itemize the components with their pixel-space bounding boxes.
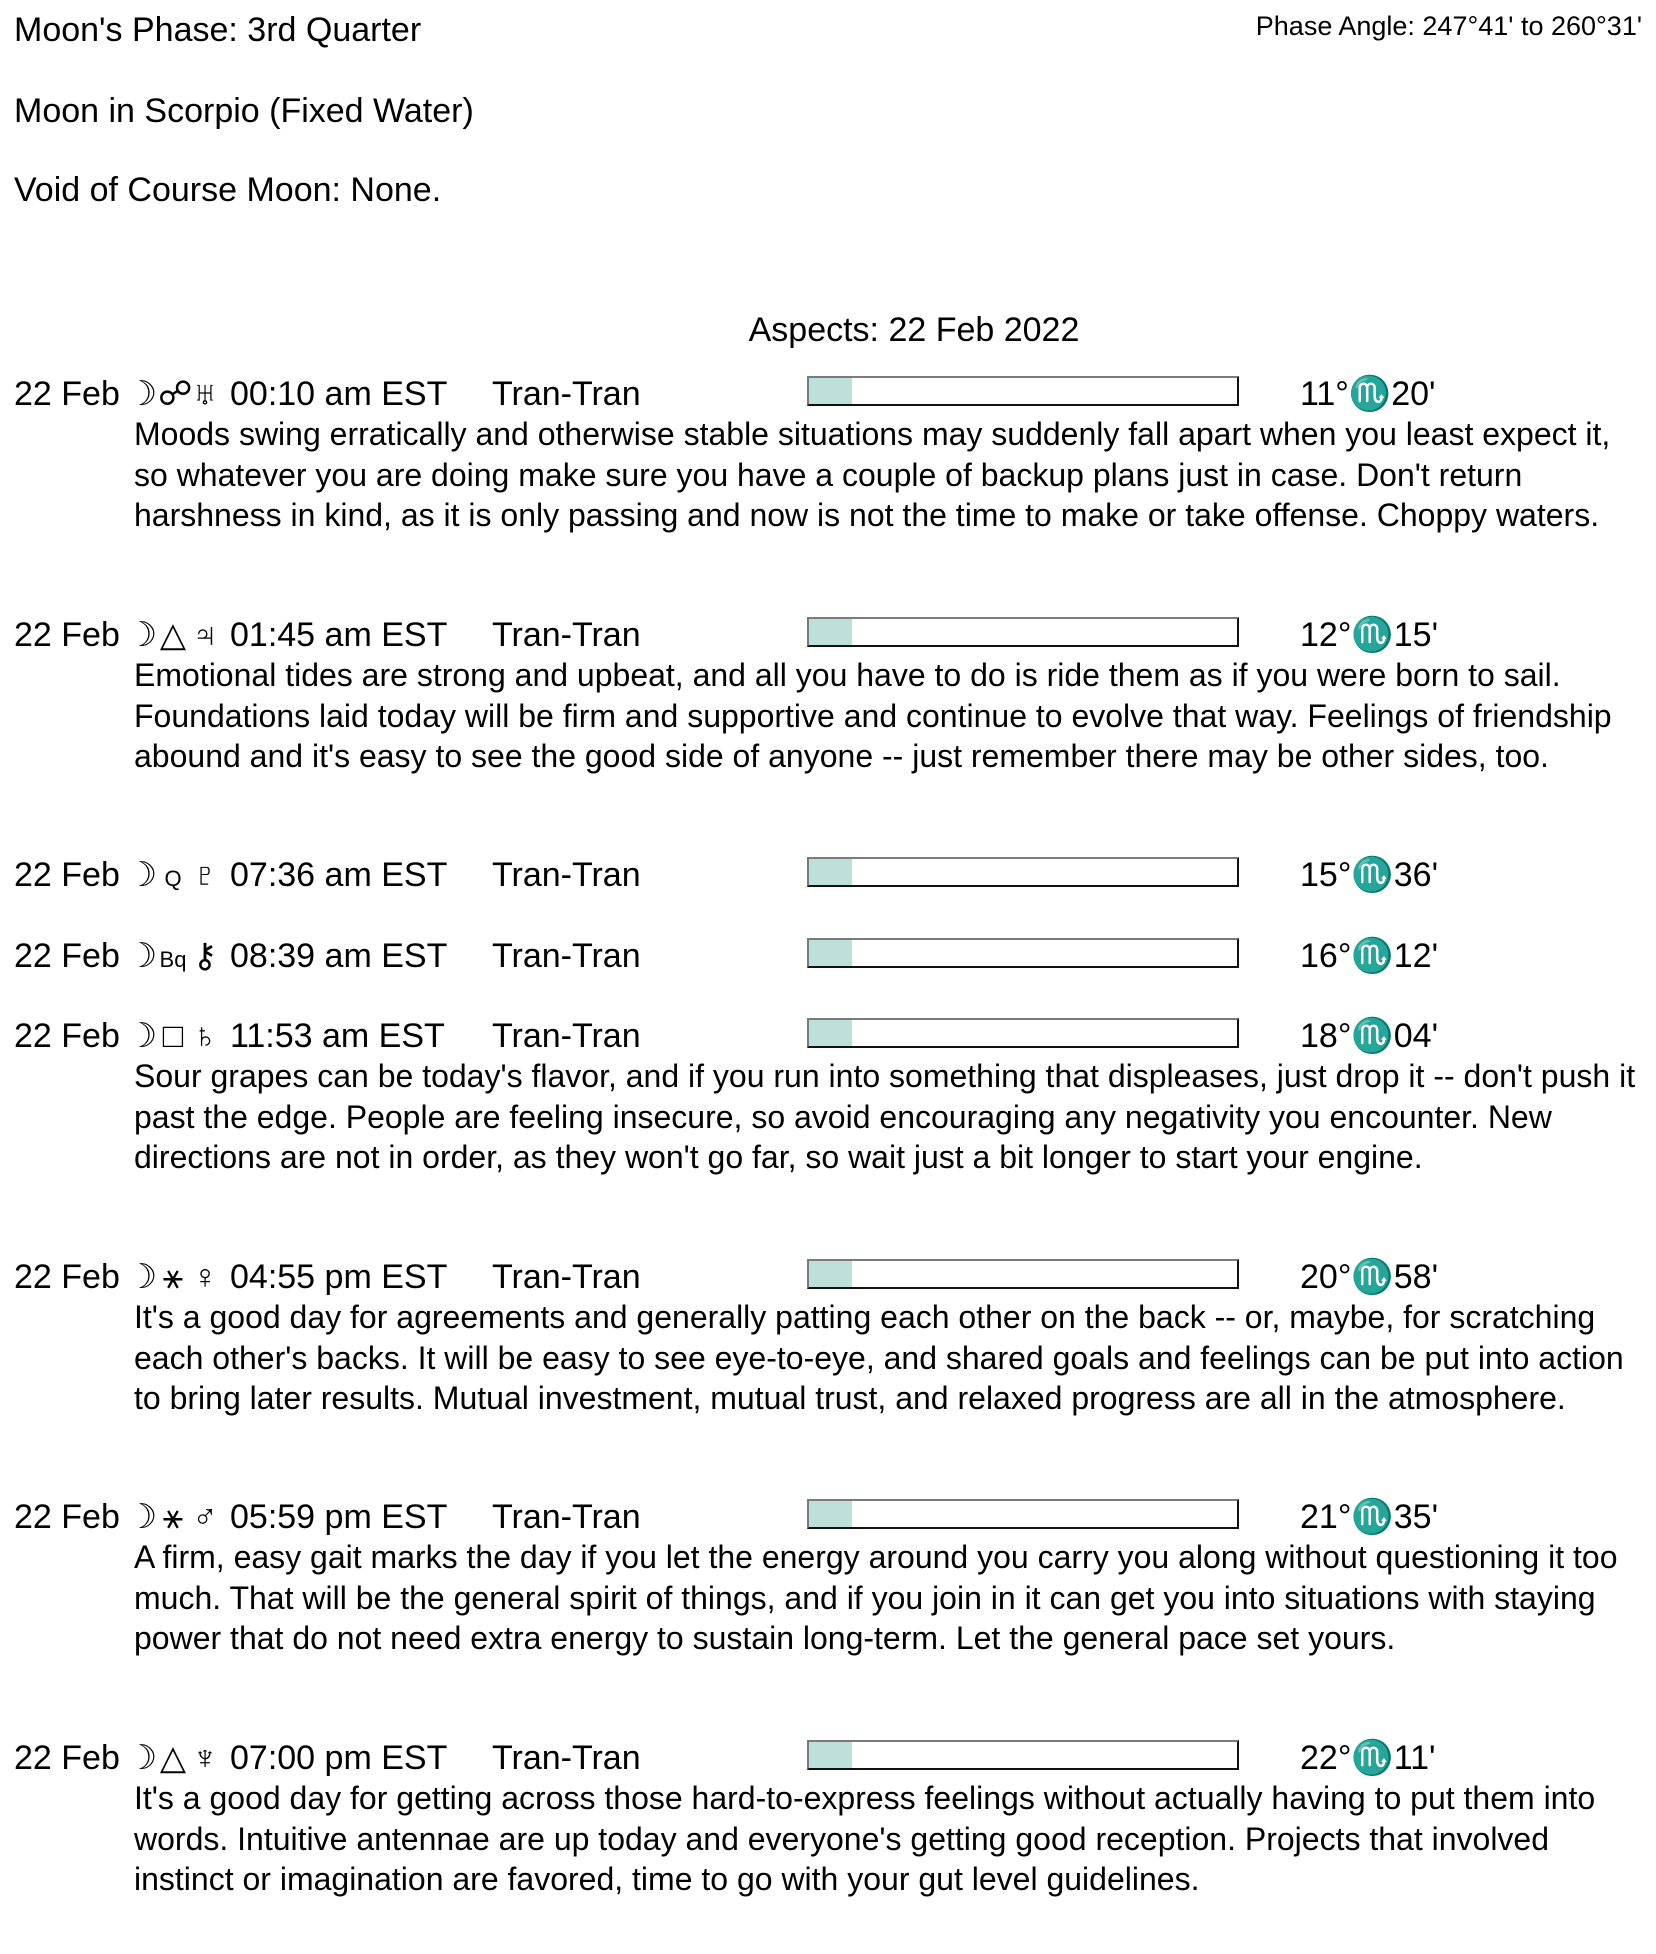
aspect-type: Tran-Tran xyxy=(492,616,641,654)
aspect-description: It's a good day for agreements and generally patting each other on the back -- or, maybe, for scratching each other's backs. It will be easy to see eye-to-eye, and shared goals and feelings can be put into action to bring later results. Mutual investment, mutual trust, and relaxed progress are all in the atmosphere. xyxy=(134,1299,1624,1416)
aspect-time: 05:59 pm EST xyxy=(230,1498,448,1536)
aspect-header xyxy=(14,1738,641,1778)
strength-bar xyxy=(807,617,1239,647)
trine-icon: △ xyxy=(159,616,187,654)
aspect-date: 22 Feb xyxy=(14,1498,120,1536)
moon-icon: ☽ xyxy=(126,856,158,894)
aspect-date: 22 Feb xyxy=(14,1017,120,1055)
aspect-header xyxy=(14,1257,641,1297)
aspect-type: Tran-Tran xyxy=(492,1258,641,1296)
moon-icon: ☽ xyxy=(126,375,158,413)
aspect-time: 00:10 am EST xyxy=(230,375,448,413)
strength-bar-fill xyxy=(809,1501,852,1527)
aspect-type: Tran-Tran xyxy=(492,375,641,413)
aspect-description: Sour grapes can be today's flavor, and if you run into something that displeases, just drop it -- don't push it past the edge. People are feeling insecure, so avoid encouraging any negativity you encounter. New directions are not in order, as they won't go far, so wait just a bit longer to start your engine. xyxy=(134,1058,1636,1175)
jupiter-icon: ♃ xyxy=(192,616,218,654)
strength-bar xyxy=(807,857,1239,887)
aspect-header xyxy=(14,1497,641,1537)
aspect-date: 22 Feb xyxy=(14,856,120,894)
trine-icon: △ xyxy=(159,1739,187,1777)
moon-icon: ☽ xyxy=(126,937,158,975)
aspects-title: Aspects: 22 Feb 2022 xyxy=(748,311,1080,349)
strength-bar-fill xyxy=(809,619,852,645)
aspect-position: 12°♏15' xyxy=(1300,616,1439,654)
aspect-position: 21°♏35' xyxy=(1300,1498,1439,1536)
strength-bar xyxy=(807,1499,1239,1529)
strength-bar xyxy=(807,1740,1239,1770)
moon-sign: Moon in Scorpio (Fixed Water) xyxy=(14,92,474,130)
moon-icon: ☽ xyxy=(126,1498,158,1536)
aspect-description: A firm, easy gait marks the day if you let the energy around you carry you along without questioning it too much. That will be the general spirit of things, and if you join in it can get you into situations with staying power that do not need extra energy to sustain long-term. Let the general pace set yours. xyxy=(134,1539,1618,1656)
aspect-time: 07:36 am EST xyxy=(230,856,448,894)
aspect-position: 20°♏58' xyxy=(1300,1258,1439,1296)
moon-icon: ☽ xyxy=(126,1739,158,1777)
aspect-date: 22 Feb xyxy=(14,616,120,654)
void-of-course: Void of Course Moon: None. xyxy=(14,171,442,209)
neptune-icon: ♆ xyxy=(192,1739,218,1777)
chiron-icon: ⚷ xyxy=(192,937,218,975)
uranus-icon: ♅ xyxy=(192,375,218,413)
aspect-time: 11:53 am EST xyxy=(230,1017,445,1055)
strength-bar-fill xyxy=(809,1020,852,1046)
aspect-type: Tran-Tran xyxy=(492,1498,641,1536)
strength-bar xyxy=(807,1259,1239,1289)
moon-icon: ☽ xyxy=(126,616,158,654)
aspect-position: 22°♏11' xyxy=(1300,1739,1436,1777)
strength-bar xyxy=(807,1018,1239,1048)
biquintile-icon: Bq xyxy=(159,947,187,972)
aspect-header xyxy=(14,936,641,980)
strength-bar-fill xyxy=(809,1261,852,1287)
aspect-time: 04:55 pm EST xyxy=(230,1258,448,1296)
aspect-header xyxy=(14,1016,641,1056)
aspect-header xyxy=(14,615,641,655)
aspect-header xyxy=(14,855,641,899)
venus-icon: ♀ xyxy=(192,1258,218,1296)
aspect-time: 01:45 am EST xyxy=(230,616,448,654)
moon-icon: ☽ xyxy=(126,1017,158,1055)
pluto-icon: ♇ xyxy=(192,856,218,894)
aspect-position: 18°♏04' xyxy=(1300,1017,1439,1055)
aspect-date: 22 Feb xyxy=(14,1258,120,1296)
aspect-type: Tran-Tran xyxy=(492,856,641,894)
aspect-position: 15°♏36' xyxy=(1300,856,1439,894)
aspect-type: Tran-Tran xyxy=(492,1017,641,1055)
aspect-time: 08:39 am EST xyxy=(230,937,448,975)
quintile-icon: Q xyxy=(164,866,182,891)
aspect-description: It's a good day for getting across those hard-to-express feelings without actually having to put them into words. Intuitive antennae are up today and everyone's getting good reception. Projects that involved instinct or imagination are favored, time to go with your gut level guidelines. xyxy=(134,1780,1596,1897)
strength-bar-fill xyxy=(809,940,852,966)
mars-icon: ♂ xyxy=(192,1498,218,1536)
strength-bar xyxy=(807,938,1239,968)
square-icon: □ xyxy=(162,1017,184,1055)
aspect-description: Moods swing erratically and otherwise stable situations may suddenly fall apart when you least expect it, so whatever you are doing make sure you have a couple of backup plans just in case. Don't return harshness in kind, as it is only passing and now is not the time to make or take offense. Choppy waters. xyxy=(134,416,1611,533)
sextile-icon: ⚹ xyxy=(162,1498,184,1536)
aspect-header xyxy=(14,374,641,414)
aspect-description: Emotional tides are strong and upbeat, and all you have to do is ride them as if you were born to sail. Foundations laid today will be firm and supportive and continue to evolve that way. Feelings of friendship abound and it's easy to see the good side of anyone -- just remember there may be other sides, too. xyxy=(134,657,1612,774)
strength-bar xyxy=(807,376,1239,406)
moon-phase: Moon's Phase: 3rd Quarter xyxy=(14,11,422,49)
aspect-type: Tran-Tran xyxy=(492,937,641,975)
phase-angle: Phase Angle: 247°41' to 260°31' xyxy=(1255,11,1642,41)
aspect-position: 16°♏12' xyxy=(1300,937,1439,975)
aspect-date: 22 Feb xyxy=(14,375,120,413)
opposition-icon: ☍ xyxy=(158,375,193,413)
aspect-position: 11°♏20' xyxy=(1300,375,1436,413)
strength-bar-fill xyxy=(809,859,852,885)
saturn-icon: ♄ xyxy=(192,1017,218,1055)
sextile-icon: ⚹ xyxy=(162,1258,184,1296)
strength-bar-fill xyxy=(809,378,852,404)
aspect-date: 22 Feb xyxy=(14,937,120,975)
strength-bar-fill xyxy=(809,1742,852,1768)
moon-icon: ☽ xyxy=(126,1258,158,1296)
aspect-time: 07:00 pm EST xyxy=(230,1739,448,1777)
aspect-date: 22 Feb xyxy=(14,1739,120,1777)
aspect-type: Tran-Tran xyxy=(492,1739,641,1777)
